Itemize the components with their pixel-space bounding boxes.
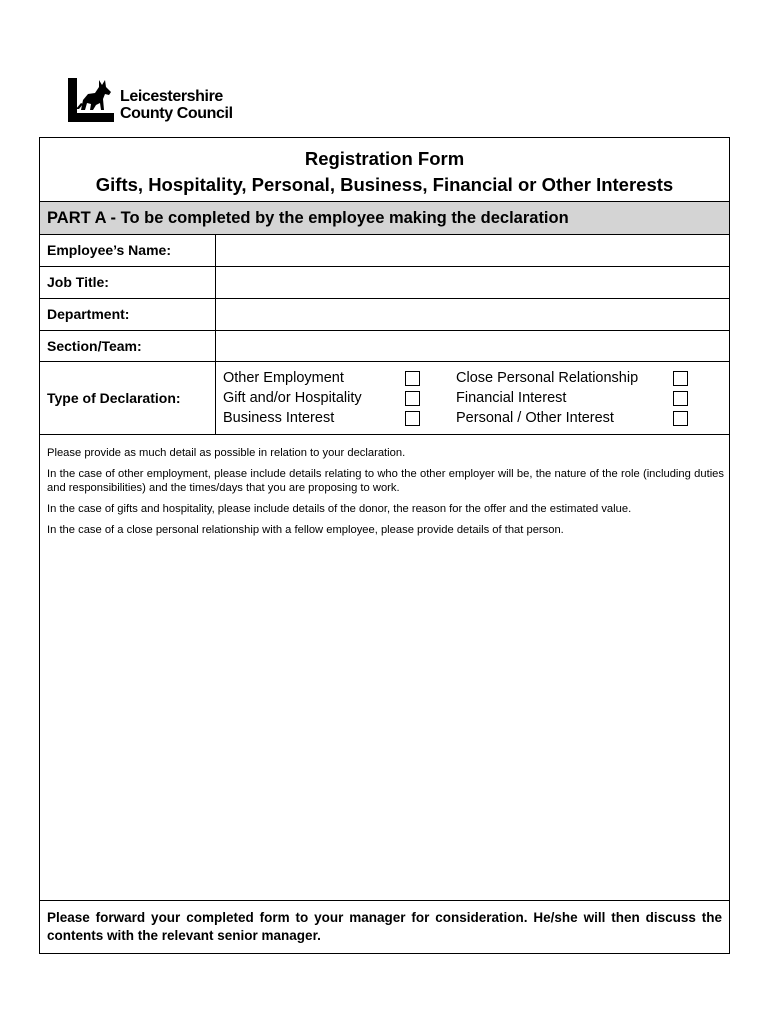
part-a-heading: PART A - To be completed by the employee making the declaration	[40, 201, 729, 235]
details-instruction-gifts: In the case of gifts and hospitality, please include details of the donor, the reason for the offer and the estimated value.	[47, 503, 632, 515]
section-team-label: Section/Team:	[47, 338, 142, 354]
fox-emblem-icon	[68, 76, 118, 124]
option-close-personal-relationship-checkbox[interactable]	[673, 371, 688, 386]
employee-name-row	[40, 235, 729, 267]
employee-name-label: Employee’s Name:	[47, 242, 171, 258]
option-personal-other-interest-label: Personal / Other Interest	[456, 410, 614, 426]
department-label: Department:	[47, 306, 130, 322]
option-personal-other-interest-checkbox[interactable]	[673, 411, 688, 426]
option-other-employment-label: Other Employment	[223, 370, 344, 386]
option-business-interest-label: Business Interest	[223, 410, 335, 426]
option-financial-interest-checkbox[interactable]	[673, 391, 688, 406]
declaration-options	[215, 362, 729, 434]
job-title-row	[40, 267, 729, 299]
form-title	[40, 146, 729, 198]
job-title-label: Job Title:	[47, 274, 109, 290]
job-title-field[interactable]	[215, 267, 729, 298]
department-row	[40, 299, 729, 331]
declaration-details-area[interactable]	[47, 446, 724, 544]
logo-line-2: County Council	[120, 105, 233, 122]
option-close-personal-relationship-label: Close Personal Relationship	[456, 370, 639, 386]
details-instruction-general: Please provide as much detail as possible in relation to your declaration.	[47, 447, 406, 459]
council-logo	[68, 76, 258, 126]
form-title-line-1: Registration Form	[304, 148, 465, 169]
option-business-interest-checkbox[interactable]	[405, 411, 420, 426]
form-title-line-2: Gifts, Hospitality, Personal, Business, Financial or Other Interests	[95, 174, 674, 195]
details-instruction-relationship: In the case of a close personal relationship with a fellow employee, please provide details of that person.	[47, 524, 564, 536]
footer-instruction: Please forward your completed form to your manager for consideration. He/she will then discuss the contents with the relevant senior manager.	[40, 900, 729, 954]
declaration-type-label: Type of Declaration:	[47, 390, 181, 406]
option-gift-hospitality-checkbox[interactable]	[405, 391, 420, 406]
details-instruction-employment: In the case of other employment, please include details relating to who the other employer will be, the nature of the role (including duties and responsibilities) and the times/days that you are proposing to work.	[47, 468, 724, 494]
section-team-row	[40, 331, 729, 362]
section-team-field[interactable]	[215, 331, 729, 361]
declaration-type-row	[40, 362, 729, 435]
registration-form	[39, 137, 730, 954]
option-gift-hospitality-label: Gift and/or Hospitality	[223, 390, 362, 406]
option-financial-interest-label: Financial Interest	[456, 390, 567, 406]
logo-line-1: Leicestershire	[120, 88, 223, 105]
employee-name-field[interactable]	[215, 235, 729, 266]
department-field[interactable]	[215, 299, 729, 330]
option-other-employment-checkbox[interactable]	[405, 371, 420, 386]
